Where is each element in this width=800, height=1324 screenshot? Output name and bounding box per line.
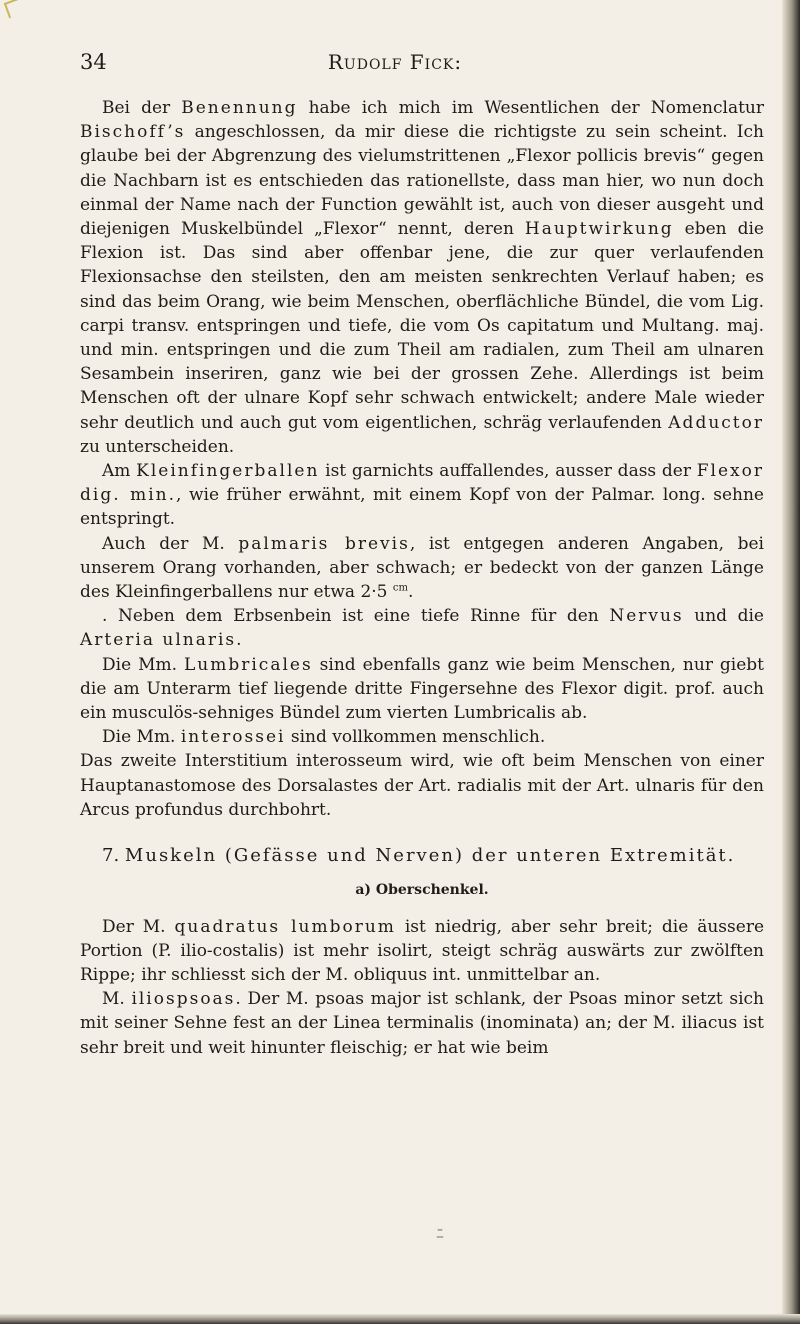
paragraph: Am Kleinfingerballen ist garnichts auffallendes, ausser dass der Flexor dig. min., wie früher erwähnt, mit einem Kopf von der Palmar. long. sehne entspringt. — [80, 461, 764, 530]
paragraph: . Neben dem Erbsenbein ist eine tiefe Rinne für den Nervus und die Arteria ulnaris. — [80, 606, 764, 651]
paragraph: M. iliospsoas. Der M. psoas major ist schlank, der Psoas minor setzt sich mit seiner Sehne fest an der Linea terminalis (inominata) an; der M. iliacus ist sehr breit und weit hinunter fleischig; er hat wie beim — [80, 989, 765, 1058]
page-edge-shadow — [782, 0, 800, 1324]
page-number: 34 — [80, 50, 107, 74]
page-header — [80, 50, 710, 78]
stray-mark: –̄ — [436, 1226, 444, 1245]
paragraph: Der M. quadratus lumborum ist niedrig, aber sehr breit; die äussere Portion (P. ilio-costalis) ist mehr isolirt, steigt schräg auswärts zur zwölften Rippe; ihr schliesst sich der M. obliquus int. unmittelbar an. — [80, 916, 765, 985]
section-heading: 7. Muskeln (Gefässe und Nerven) der unteren Extremität. — [102, 845, 736, 867]
page-bottom-edge — [0, 1314, 800, 1324]
page-corner-mark — [4, 0, 25, 18]
body-text — [80, 96, 764, 1060]
paragraph: Auch der M. palmaris brevis, ist entgegen anderen Angaben, bei unserem Orang vorhanden, aber schwach; er bedeckt von der ganzen Länge des Kleinfingerballens nur etwa 2·5 $^{cm}$. — [80, 533, 764, 603]
paragraph: Bei der Benennung habe ich mich im Wesentlichen der Nomenclatur Bischoff’s angeschlossen, da mir diese die richtigste zu sein scheint. Ich glaube bei der Abgrenzung des vielumstrittenen „Flexor pollicis brevis“ gegen die Nachbarn ist es entschieden das rationellste, dass man hier, wo nun doch einmal der Name nach der Function gewählt ist, auch von dieser ausgeht und diejenigen Muskelbündel „Flexor“ nennt, deren Hauptwirkung eben die Flexion ist. Das sind aber offenbar jene, die zur quer verlaufenden Flexionsachse den steilsten, den am meisten senkrechten Verlauf haben; es sind das beim Orang, wie beim Menschen, oberflächliche Bündel, die vom Lig. carpi transv. entspringen und tiefe, die vom Os capitatum und Multang. maj. und min. entspringen und die zum Theil am radialen, zum Theil am ulnaren Sesambein inseriren, ganz wie bei der grossen Zehe. Allerdings ist beim Menschen oft der ulnare Kopf sehr schwach entwickelt; andere Male wieder sehr deutlich und auch gut vom eigentlichen, schräg verlaufenden Adductor zu unterscheiden. — [80, 98, 765, 457]
paragraph: Die Mm. interossei sind vollkommen menschlich. — [102, 727, 546, 748]
running-head: Rudolf Fick: — [327, 50, 463, 74]
paragraph: Die Mm. Lumbricales sind ebenfalls ganz wie beim Menschen, nur giebt die am Unterarm tief liegende dritte Fingersehne des Flexor digit. prof. auch ein musculös-sehniges Bündel zum vierten Lumbricalis ab. — [80, 654, 764, 724]
paragraph: Das zweite Interstitium interosseum wird, wie oft beim Menschen von einer Hauptanastomose des Dorsalastes der Art. radialis mit der Art. ulnaris für den Arcus profundus durchbohrt. — [80, 751, 764, 820]
subsection-heading: a) Oberschenkel. — [355, 882, 489, 899]
